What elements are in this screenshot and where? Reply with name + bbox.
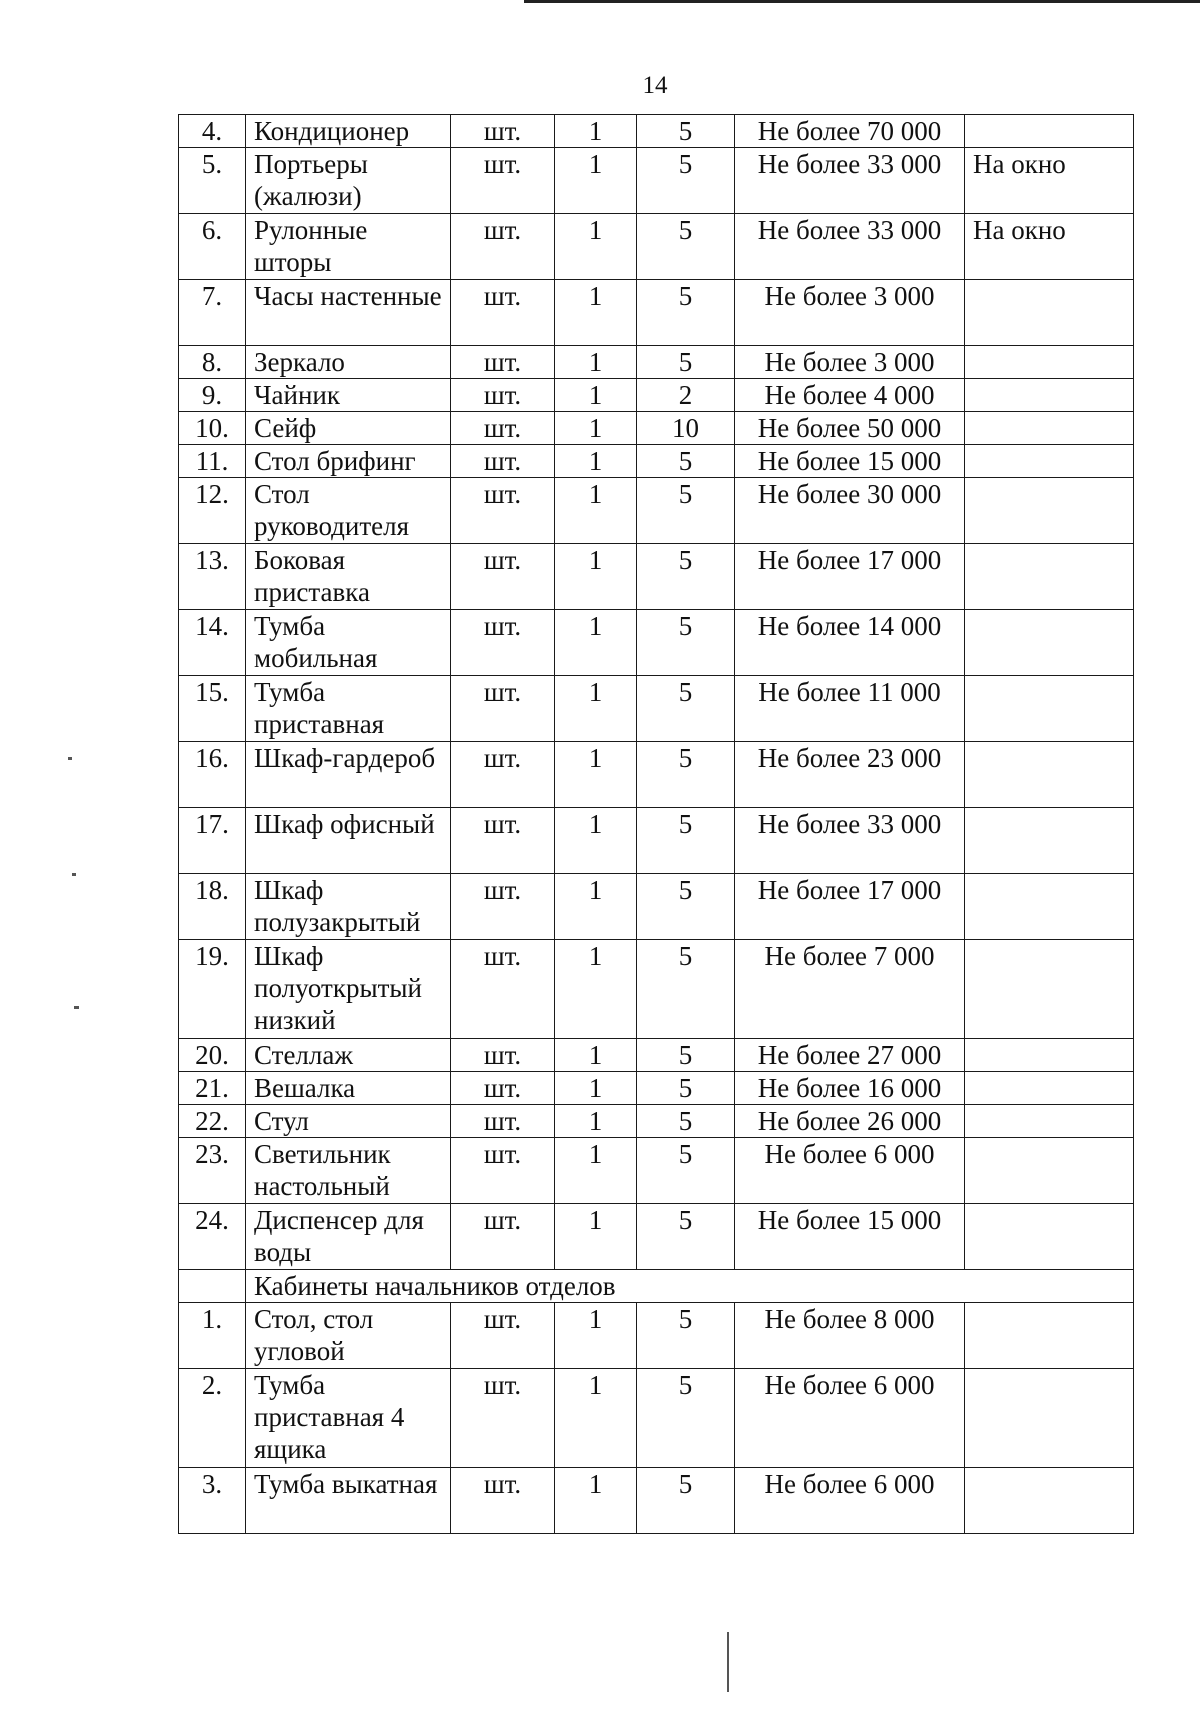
table-row — [179, 346, 1134, 379]
price-limit: Не более 11 000 — [735, 676, 965, 742]
table-row — [179, 1138, 1134, 1204]
item-name: Диспенсер для воды — [246, 1204, 451, 1270]
service-years: 2 — [637, 379, 735, 412]
page-number: 14 — [642, 72, 668, 99]
row-number: 17. — [179, 808, 246, 874]
row-number: 16. — [179, 742, 246, 808]
row-number: 4. — [179, 115, 246, 148]
service-years: 5 — [637, 742, 735, 808]
note — [965, 1204, 1134, 1270]
service-years: 5 — [637, 445, 735, 478]
item-name: Шкаф офисный — [246, 808, 451, 874]
row-number: 9. — [179, 379, 246, 412]
quantity: 1 — [555, 1204, 637, 1270]
section-title: Кабинеты начальников отделов — [246, 1270, 1134, 1303]
item-name: Стол руководителя — [246, 478, 451, 544]
item-name: Светильник настольный — [246, 1138, 451, 1204]
note — [965, 115, 1134, 148]
unit: шт. — [451, 940, 555, 1039]
row-number: 7. — [179, 280, 246, 346]
price-limit: Не более 4 000 — [735, 379, 965, 412]
table-body-section — [179, 1270, 1134, 1534]
table-row — [179, 148, 1134, 214]
quantity: 1 — [555, 1369, 637, 1468]
quantity: 1 — [555, 445, 637, 478]
quantity: 1 — [555, 808, 637, 874]
unit: шт. — [451, 1105, 555, 1138]
row-number: 24. — [179, 1204, 246, 1270]
unit: шт. — [451, 1369, 555, 1468]
unit: шт. — [451, 280, 555, 346]
note — [965, 544, 1134, 610]
service-years: 5 — [637, 544, 735, 610]
table-row — [179, 280, 1134, 346]
price-limit: Не более 70 000 — [735, 115, 965, 148]
row-number: 14. — [179, 610, 246, 676]
price-limit: Не более 16 000 — [735, 1072, 965, 1105]
quantity: 1 — [555, 115, 637, 148]
row-number: 11. — [179, 445, 246, 478]
row-number: 13. — [179, 544, 246, 610]
price-limit: Не более 14 000 — [735, 610, 965, 676]
row-number: 3. — [179, 1468, 246, 1534]
note — [965, 445, 1134, 478]
quantity: 1 — [555, 280, 637, 346]
note — [965, 808, 1134, 874]
unit: шт. — [451, 1303, 555, 1369]
price-limit: Не более 8 000 — [735, 1303, 965, 1369]
price-limit: Не более 7 000 — [735, 940, 965, 1039]
table-row — [179, 940, 1134, 1039]
item-name: Шкаф полуоткрытый низкий — [246, 940, 451, 1039]
quantity: 1 — [555, 346, 637, 379]
note — [965, 346, 1134, 379]
item-name: Стул — [246, 1105, 451, 1138]
price-limit: Не более 17 000 — [735, 874, 965, 940]
row-number: 19. — [179, 940, 246, 1039]
unit: шт. — [451, 808, 555, 874]
table-row — [179, 1303, 1134, 1369]
note: На окно — [965, 214, 1134, 280]
section-header-row — [179, 1270, 1134, 1303]
note — [965, 676, 1134, 742]
table-row — [179, 1105, 1134, 1138]
item-name: Тумба приставная 4 ящика — [246, 1369, 451, 1468]
note — [965, 280, 1134, 346]
service-years: 5 — [637, 148, 735, 214]
service-years: 5 — [637, 940, 735, 1039]
service-years: 5 — [637, 1105, 735, 1138]
scan-speck — [68, 757, 72, 760]
item-name: Шкаф полузакрытый — [246, 874, 451, 940]
price-limit: Не более 15 000 — [735, 445, 965, 478]
table-row — [179, 115, 1134, 148]
table-row — [179, 1468, 1134, 1534]
note — [965, 478, 1134, 544]
row-number: 18. — [179, 874, 246, 940]
quantity: 1 — [555, 1303, 637, 1369]
quantity: 1 — [555, 412, 637, 445]
note — [965, 1138, 1134, 1204]
scan-speck — [727, 1632, 729, 1692]
item-name: Стол брифинг — [246, 445, 451, 478]
item-name: Зеркало — [246, 346, 451, 379]
service-years: 5 — [637, 1468, 735, 1534]
service-years: 5 — [637, 115, 735, 148]
note — [965, 1072, 1134, 1105]
quantity: 1 — [555, 1138, 637, 1204]
unit: шт. — [451, 478, 555, 544]
table-row — [179, 808, 1134, 874]
table-body-main — [179, 115, 1134, 1270]
row-number: 15. — [179, 676, 246, 742]
table-row — [179, 445, 1134, 478]
price-limit: Не более 6 000 — [735, 1138, 965, 1204]
item-name: Тумба выкатная — [246, 1468, 451, 1534]
scan-speck — [72, 873, 76, 876]
note — [965, 1303, 1134, 1369]
price-limit: Не более 26 000 — [735, 1105, 965, 1138]
price-limit: Не более 33 000 — [735, 214, 965, 280]
row-number: 12. — [179, 478, 246, 544]
table-row — [179, 544, 1134, 610]
service-years: 10 — [637, 412, 735, 445]
item-name: Сейф — [246, 412, 451, 445]
service-years: 5 — [637, 1138, 735, 1204]
item-name: Портьеры (жалюзи) — [246, 148, 451, 214]
top-scan-rule — [524, 0, 1200, 3]
quantity: 1 — [555, 742, 637, 808]
service-years: 5 — [637, 610, 735, 676]
unit: шт. — [451, 445, 555, 478]
quantity: 1 — [555, 214, 637, 280]
note — [965, 412, 1134, 445]
row-number: 2. — [179, 1369, 246, 1468]
unit: шт. — [451, 115, 555, 148]
price-limit: Не более 6 000 — [735, 1369, 965, 1468]
price-limit: Не более 33 000 — [735, 808, 965, 874]
service-years: 5 — [637, 1039, 735, 1072]
service-years: 5 — [637, 874, 735, 940]
item-name: Вешалка — [246, 1072, 451, 1105]
service-years: 5 — [637, 280, 735, 346]
service-years: 5 — [637, 808, 735, 874]
quantity: 1 — [555, 1468, 637, 1534]
service-years: 5 — [637, 346, 735, 379]
unit: шт. — [451, 1468, 555, 1534]
item-name: Чайник — [246, 379, 451, 412]
service-years: 5 — [637, 676, 735, 742]
table-row — [179, 610, 1134, 676]
item-name: Тумба мобильная — [246, 610, 451, 676]
item-name: Рулонные шторы — [246, 214, 451, 280]
unit: шт. — [451, 874, 555, 940]
note — [965, 1039, 1134, 1072]
note — [965, 1105, 1134, 1138]
row-number: 10. — [179, 412, 246, 445]
unit: шт. — [451, 1138, 555, 1204]
note — [965, 742, 1134, 808]
quantity: 1 — [555, 940, 637, 1039]
unit: шт. — [451, 1204, 555, 1270]
table-row — [179, 676, 1134, 742]
item-name: Стол, стол угловой — [246, 1303, 451, 1369]
unit: шт. — [451, 379, 555, 412]
unit: шт. — [451, 544, 555, 610]
unit: шт. — [451, 742, 555, 808]
item-name: Боковая приставка — [246, 544, 451, 610]
row-number: 23. — [179, 1138, 246, 1204]
unit: шт. — [451, 412, 555, 445]
price-limit: Не более 23 000 — [735, 742, 965, 808]
table-row — [179, 874, 1134, 940]
note — [965, 1468, 1134, 1534]
service-years: 5 — [637, 1204, 735, 1270]
item-name: Кондиционер — [246, 115, 451, 148]
item-name: Шкаф-гардероб — [246, 742, 451, 808]
row-number: 20. — [179, 1039, 246, 1072]
item-name: Стеллаж — [246, 1039, 451, 1072]
unit: шт. — [451, 676, 555, 742]
price-limit: Не более 33 000 — [735, 148, 965, 214]
table-row — [179, 742, 1134, 808]
table-row — [179, 478, 1134, 544]
quantity: 1 — [555, 874, 637, 940]
row-number: 8. — [179, 346, 246, 379]
price-limit: Не более 30 000 — [735, 478, 965, 544]
section-header-spacer — [179, 1270, 246, 1303]
inventory-table — [178, 114, 1134, 1534]
note — [965, 874, 1134, 940]
table-row — [179, 1039, 1134, 1072]
quantity: 1 — [555, 676, 637, 742]
quantity: 1 — [555, 379, 637, 412]
service-years: 5 — [637, 1072, 735, 1105]
row-number: 22. — [179, 1105, 246, 1138]
price-limit: Не более 27 000 — [735, 1039, 965, 1072]
service-years: 5 — [637, 1369, 735, 1468]
table-row — [179, 1369, 1134, 1468]
unit: шт. — [451, 346, 555, 379]
row-number: 6. — [179, 214, 246, 280]
quantity: 1 — [555, 478, 637, 544]
unit: шт. — [451, 148, 555, 214]
note — [965, 610, 1134, 676]
service-years: 5 — [637, 214, 735, 280]
row-number: 1. — [179, 1303, 246, 1369]
table-row — [179, 379, 1134, 412]
quantity: 1 — [555, 1039, 637, 1072]
scan-speck — [74, 1006, 79, 1009]
note — [965, 379, 1134, 412]
price-limit: Не более 15 000 — [735, 1204, 965, 1270]
price-limit: Не более 50 000 — [735, 412, 965, 445]
quantity: 1 — [555, 544, 637, 610]
item-name: Часы настенные — [246, 280, 451, 346]
row-number: 5. — [179, 148, 246, 214]
service-years: 5 — [637, 1303, 735, 1369]
table-row — [179, 214, 1134, 280]
unit: шт. — [451, 214, 555, 280]
service-years: 5 — [637, 478, 735, 544]
price-limit: Не более 6 000 — [735, 1468, 965, 1534]
unit: шт. — [451, 1072, 555, 1105]
price-limit: Не более 3 000 — [735, 280, 965, 346]
quantity: 1 — [555, 1105, 637, 1138]
note — [965, 1369, 1134, 1468]
price-limit: Не более 17 000 — [735, 544, 965, 610]
row-number: 21. — [179, 1072, 246, 1105]
table-row — [179, 1204, 1134, 1270]
unit: шт. — [451, 610, 555, 676]
quantity: 1 — [555, 1072, 637, 1105]
item-name: Тумба приставная — [246, 676, 451, 742]
table-row — [179, 412, 1134, 445]
note — [965, 940, 1134, 1039]
note: На окно — [965, 148, 1134, 214]
quantity: 1 — [555, 148, 637, 214]
unit: шт. — [451, 1039, 555, 1072]
quantity: 1 — [555, 610, 637, 676]
table-row — [179, 1072, 1134, 1105]
price-limit: Не более 3 000 — [735, 346, 965, 379]
